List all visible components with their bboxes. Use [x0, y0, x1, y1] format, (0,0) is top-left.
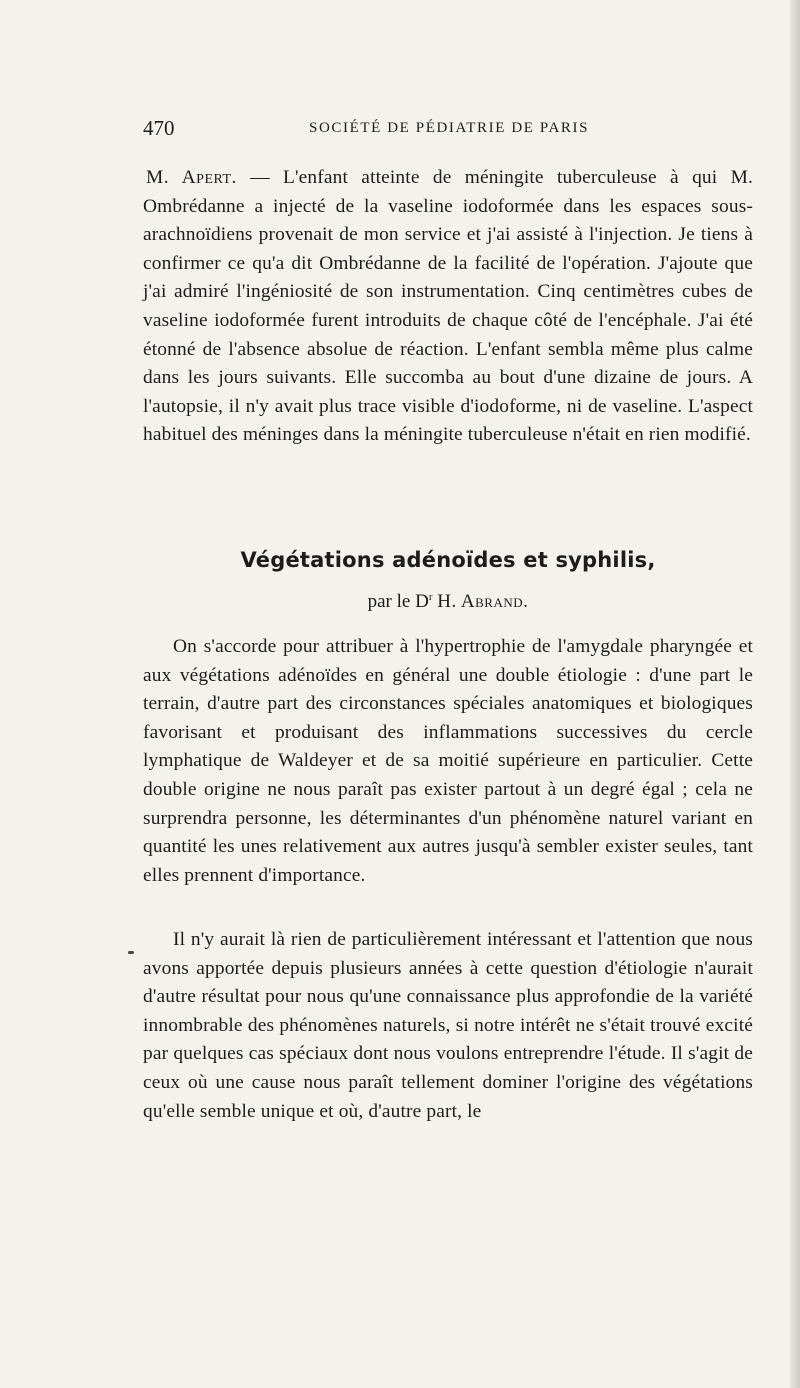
margin-mark: [128, 951, 134, 954]
body-paragraph: On s'accorde pour attribuer à l'hypertrophie de l'amygdale pharyngée et aux végétations adénoïdes en général une double étiologie : d'une part le terrain, d'autre part des circonstances spéciales anatomiques et biologiques favorisant et produisant des inflammations successives du cercle lymphatique de Waldeyer et de sa moitié supérieure en particulier. Cette double origine ne nous paraît pas exister partout à un degré égal ; cela ne surprendra personne, les déterminantes d'un phénomène naturel variant en quantité les unes relativement aux autres jusqu'à sembler exister seules, tant elles prennent d'importance.: [143, 636, 753, 886]
discussion-paragraph: [143, 164, 753, 450]
discussion-text: — L'enfant atteinte de méningite tuberculeuse à qui M. Ombrédanne a injecté de la vaseline iodoformée dans les espaces sous-arachnoïdiens provenait de mon service et j'ai assisté à l'injection. Je tiens à confirmer ce qu'a dit Ombrédanne de la facilité de l'opération. J'ajoute que j'ai admiré l'ingéniosité de son instrumentation. Cinq centimètres cubes de vaseline iodoformée furent introduits de chaque côté de l'encéphale. J'ai été étonné de l'absence absolue de réaction. L'enfant sembla même plus calme dans les jours suivants. Elle succomba au bout d'une dizaine de jours. A l'autopsie, il n'y avait plus trace visible d'iodoforme, ni de vaseline. L'aspect habituel des méninges dans la méningite tuberculeuse n'était en rien modifié.: [143, 167, 753, 446]
page-number: 470: [143, 116, 175, 140]
article-title: Végétations adénoïdes et syphilis,: [240, 548, 656, 572]
body-paragraph: Il n'y aurait là rien de particulièrement intéressant et l'attention que nous avons apportée depuis plusieurs années à cette question d'étiologie n'aurait d'autre résultat pour nous qu'une connaissance plus approfondie de la variété innombrable des phénomènes naturels, si notre intérêt ne s'était trouvé excité par quelques cas spéciaux dont nous voulons entreprendre l'étude. Il s'agit de ceux où une cause nous paraît tellement dominer l'origine des végétations qu'elle semble unique et où, d'autre part, le: [143, 929, 753, 1122]
byline-prefix: par le D: [367, 591, 429, 612]
journal-title: SOCIÉTÉ DE PÉDIATRIE DE PARIS: [309, 120, 590, 136]
byline: [143, 591, 753, 613]
page-edge-shadow: [790, 0, 800, 1388]
byline-superscript: r: [428, 591, 433, 603]
running-head: [143, 116, 753, 146]
author-name: H. Abrand.: [437, 591, 529, 612]
speaker-name: M. Apert.: [146, 167, 237, 188]
